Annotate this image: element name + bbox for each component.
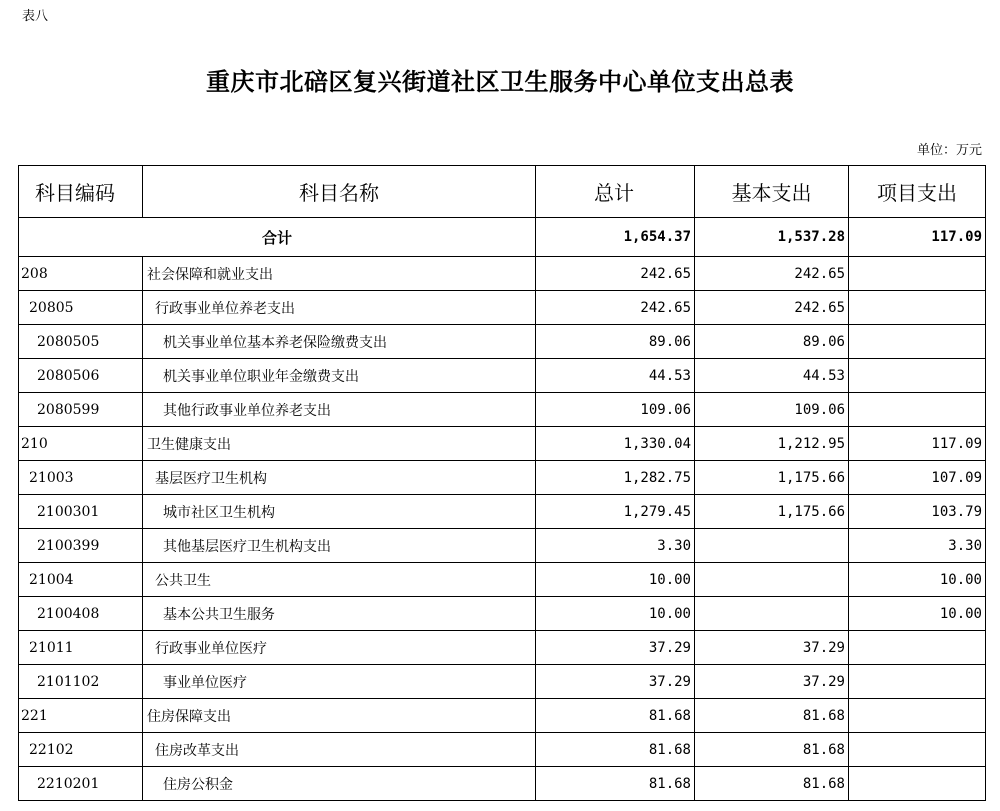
table-row: [19, 461, 986, 495]
total-project: 117.09: [849, 218, 986, 257]
row-name: 行政事业单位养老支出: [143, 291, 536, 325]
row-project: 107.09: [849, 461, 986, 495]
header-basic: 基本支出: [695, 166, 849, 218]
row-name: 基本公共卫生服务: [143, 597, 536, 631]
table-row: [19, 257, 986, 291]
row-code: 22102: [19, 733, 143, 767]
row-code: 208: [19, 257, 143, 291]
table-number: 表八: [22, 9, 49, 24]
row-code: 2210201: [19, 767, 143, 801]
row-total: 10.00: [536, 597, 695, 631]
row-code: 210: [19, 427, 143, 461]
row-project: 103.79: [849, 495, 986, 529]
total-row: [19, 218, 986, 257]
row-total: 81.68: [536, 699, 695, 733]
table-row: [19, 631, 986, 665]
row-name: 行政事业单位医疗: [143, 631, 536, 665]
table-row: [19, 563, 986, 597]
row-name: 其他基层医疗卫生机构支出: [143, 529, 536, 563]
row-basic: 89.06: [695, 325, 849, 359]
row-total: 109.06: [536, 393, 695, 427]
row-basic: [695, 563, 849, 597]
row-project: [849, 631, 986, 665]
row-name: 城市社区卫生机构: [143, 495, 536, 529]
row-total: 242.65: [536, 257, 695, 291]
table-row: [19, 767, 986, 801]
row-total: 1,282.75: [536, 461, 695, 495]
row-code: 2100301: [19, 495, 143, 529]
row-code: 21004: [19, 563, 143, 597]
expenditure-table: [18, 165, 986, 801]
row-project: 10.00: [849, 563, 986, 597]
row-code: 2080506: [19, 359, 143, 393]
row-basic: 81.68: [695, 699, 849, 733]
row-basic: 1,175.66: [695, 461, 849, 495]
row-basic: 37.29: [695, 665, 849, 699]
row-basic: 1,212.95: [695, 427, 849, 461]
row-basic: 44.53: [695, 359, 849, 393]
table-row: [19, 291, 986, 325]
row-code: 2100399: [19, 529, 143, 563]
row-total: 81.68: [536, 733, 695, 767]
row-project: [849, 767, 986, 801]
row-name: 住房改革支出: [143, 733, 536, 767]
row-project: [849, 257, 986, 291]
unit-label: 单位：万元: [916, 143, 982, 158]
row-name: 基层医疗卫生机构: [143, 461, 536, 495]
row-project: 117.09: [849, 427, 986, 461]
header-row: [19, 166, 986, 218]
row-basic: [695, 597, 849, 631]
total-label: 合计: [19, 218, 536, 257]
row-name: 公共卫生: [143, 563, 536, 597]
row-basic: [695, 529, 849, 563]
row-code: 2080505: [19, 325, 143, 359]
row-code: 21011: [19, 631, 143, 665]
row-basic: 37.29: [695, 631, 849, 665]
table-row: [19, 529, 986, 563]
row-project: 3.30: [849, 529, 986, 563]
row-code: 2080599: [19, 393, 143, 427]
row-code: 20805: [19, 291, 143, 325]
table-row: [19, 699, 986, 733]
row-name: 机关事业单位职业年金缴费支出: [143, 359, 536, 393]
row-code: 21003: [19, 461, 143, 495]
row-basic: 81.68: [695, 733, 849, 767]
row-total: 81.68: [536, 767, 695, 801]
row-name: 住房公积金: [143, 767, 536, 801]
row-project: [849, 393, 986, 427]
row-total: 37.29: [536, 631, 695, 665]
row-basic: 242.65: [695, 291, 849, 325]
row-total: 44.53: [536, 359, 695, 393]
row-total: 242.65: [536, 291, 695, 325]
row-code: 2100408: [19, 597, 143, 631]
document-title: 重庆市北碚区复兴街道社区卫生服务中心单位支出总表: [206, 67, 794, 96]
row-total: 89.06: [536, 325, 695, 359]
row-total: 1,279.45: [536, 495, 695, 529]
row-project: [849, 291, 986, 325]
total-sum: 1,654.37: [536, 218, 695, 257]
row-name: 事业单位医疗: [143, 665, 536, 699]
row-total: 10.00: [536, 563, 695, 597]
table-row: [19, 597, 986, 631]
table-row: [19, 427, 986, 461]
table-row: [19, 733, 986, 767]
row-name: 社会保障和就业支出: [143, 257, 536, 291]
row-total: 3.30: [536, 529, 695, 563]
row-name: 卫生健康支出: [143, 427, 536, 461]
row-project: [849, 359, 986, 393]
row-name: 住房保障支出: [143, 699, 536, 733]
row-basic: 242.65: [695, 257, 849, 291]
header-code: 科目编码: [19, 166, 143, 218]
row-code: 2101102: [19, 665, 143, 699]
header-total: 总计: [536, 166, 695, 218]
header-name: 科目名称: [143, 166, 536, 218]
header-project: 项目支出: [849, 166, 986, 218]
row-name: 机关事业单位基本养老保险缴费支出: [143, 325, 536, 359]
row-total: 37.29: [536, 665, 695, 699]
row-project: [849, 325, 986, 359]
row-basic: 81.68: [695, 767, 849, 801]
row-project: [849, 665, 986, 699]
row-total: 1,330.04: [536, 427, 695, 461]
row-project: 10.00: [849, 597, 986, 631]
table-row: [19, 359, 986, 393]
row-project: [849, 699, 986, 733]
row-name: 其他行政事业单位养老支出: [143, 393, 536, 427]
table-row: [19, 325, 986, 359]
row-basic: 1,175.66: [695, 495, 849, 529]
row-basic: 109.06: [695, 393, 849, 427]
table-row: [19, 665, 986, 699]
row-code: 221: [19, 699, 143, 733]
table-row: [19, 393, 986, 427]
row-project: [849, 733, 986, 767]
total-basic: 1,537.28: [695, 218, 849, 257]
table-row: [19, 495, 986, 529]
